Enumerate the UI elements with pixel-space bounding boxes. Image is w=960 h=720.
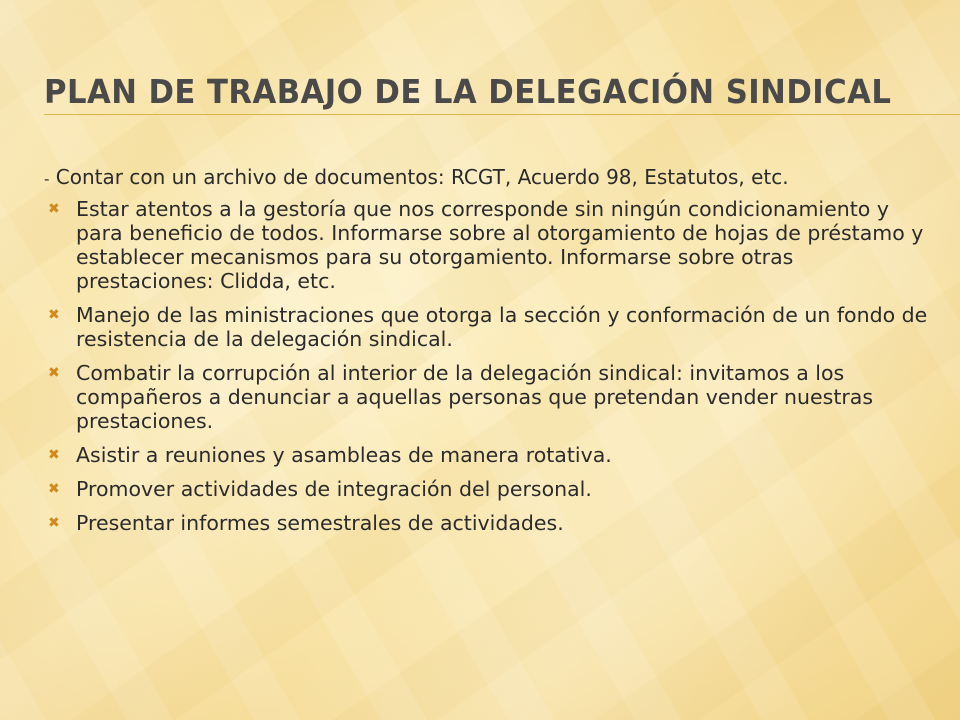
bullet-item xyxy=(44,511,934,535)
x-mark-icon: ✖ xyxy=(48,447,60,463)
bullet-text: Manejo de las ministraciones que otorga la sección y conformación de un fondo de resistencia de la delegación sindical. xyxy=(76,303,928,351)
slide-body xyxy=(44,165,934,545)
bullet-text: Estar atentos a la gestoría que nos corresponde sin ningún condicionamiento y para beneficio de todos. Informarse sobre al otorgamiento de hojas de préstamo y establecer mecanismos para su otorgamiento. Informarse sobre otras prestaciones: Clidda, etc. xyxy=(76,197,924,293)
title-divider xyxy=(44,114,960,115)
bullet-list xyxy=(44,197,934,535)
bullet-item xyxy=(44,477,934,501)
slide-title: PLAN DE TRABAJO DE LA DELEGACIÓN SINDICAL xyxy=(44,72,892,111)
intro-text: Contar con un archivo de documentos: RCGT, Acuerdo 98, Estatutos, etc. xyxy=(55,165,789,189)
bullet-text: Promover actividades de integración del personal. xyxy=(76,477,592,501)
x-mark-icon: ✖ xyxy=(48,201,60,217)
bullet-item xyxy=(44,361,934,433)
x-mark-icon: ✖ xyxy=(48,307,60,323)
x-mark-icon: ✖ xyxy=(48,515,60,531)
bullet-text: Combatir la corrupción al interior de la delegación sindical: invitamos a los compañeros a denunciar a aquellas personas que pretendan vender nuestras prestaciones. xyxy=(76,361,874,433)
x-mark-icon: ✖ xyxy=(48,481,60,497)
bullet-item xyxy=(44,197,934,293)
x-mark-icon: ✖ xyxy=(48,365,60,381)
intro-line xyxy=(44,165,934,191)
bullet-item xyxy=(44,443,934,467)
bullet-item xyxy=(44,303,934,351)
bullet-text: Asistir a reuniones y asambleas de manera rotativa. xyxy=(76,443,612,467)
bullet-text: Presentar informes semestrales de actividades. xyxy=(76,511,564,535)
intro-dash: - xyxy=(44,170,50,188)
